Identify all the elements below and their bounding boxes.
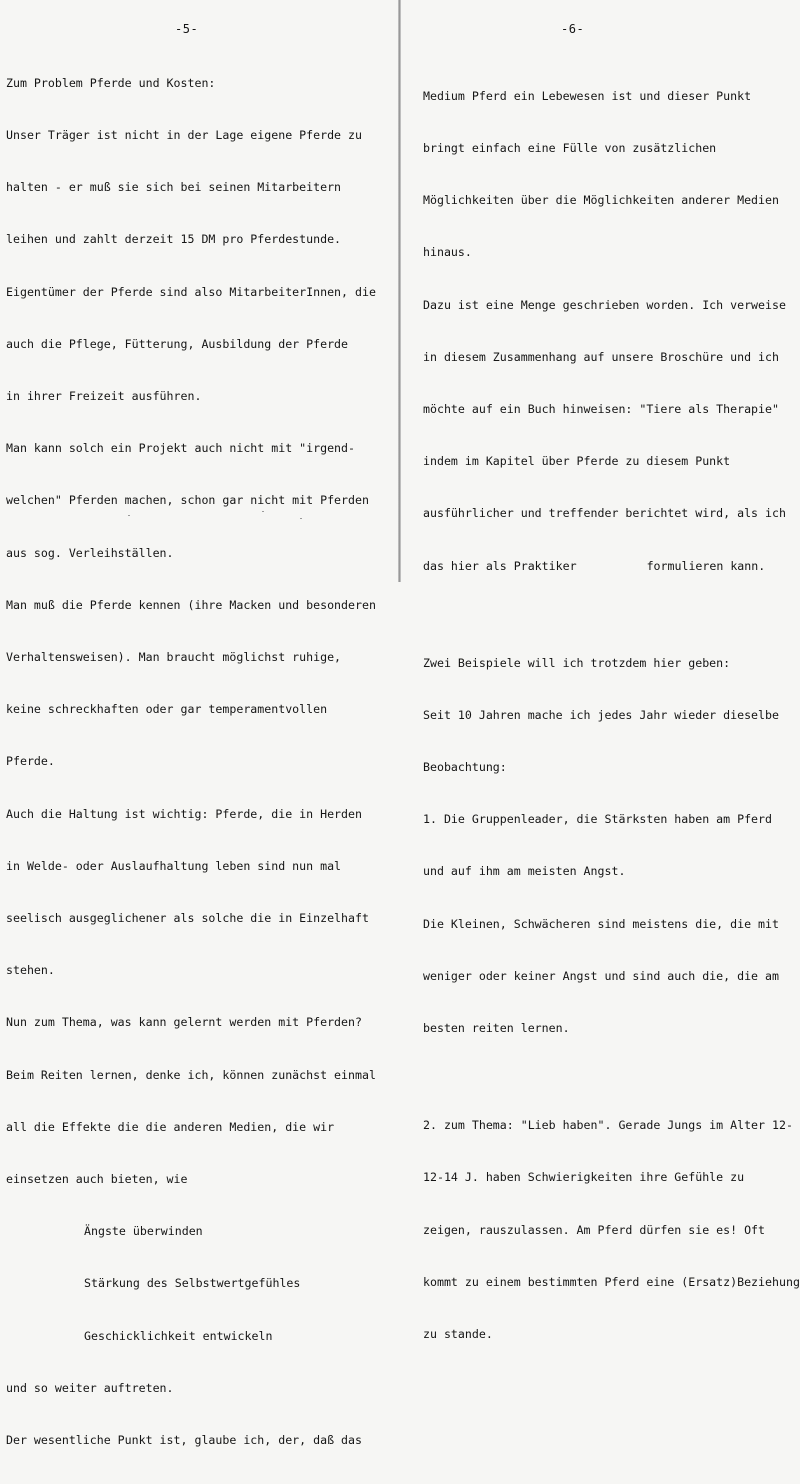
text-line: 1. Die Gruppenleader, die Stärksten haben am Pferd — [423, 812, 773, 827]
scan-speck — [300, 518, 302, 519]
text-line: und so weiter auftreten. — [6, 1380, 174, 1395]
left-page — [0, 0, 398, 1448]
list-item: Stärkung des Selbstwertgefühles — [84, 1276, 301, 1291]
text-line: welchen" Pferden machen, schon gar nicht mit Pferden — [6, 493, 369, 508]
text-line: Beim Reiten lernen, denke ich, können zunächst einmal — [6, 1067, 376, 1082]
text-line: Seit 10 Jahren mache ich jedes Jahr wieder dieselbe — [423, 707, 779, 722]
text-line: Auch die Haltung ist wichtig: Pferde, die in Herden — [6, 806, 362, 821]
text-line: hinaus. — [423, 245, 472, 260]
text-line: leihen und zahlt derzeit 15 DM pro Pferdestunde. — [6, 232, 342, 247]
text-line: einsetzen auch bieten, wie — [6, 1172, 188, 1187]
text-line: möchte auf ein Buch hinweisen: "Tiere als Therapie" — [423, 402, 779, 417]
right-page-number: -6- — [561, 22, 585, 36]
text-line: keine schreckhaften oder gar temperamentvollen — [6, 702, 328, 717]
text-line: Man muß die Pferde kennen (ihre Macken und besonderen — [6, 597, 376, 612]
text-line: bringt einfach eine Fülle von zusätzlichen — [423, 141, 717, 156]
text-line: aus sog. Verleihställen. — [6, 545, 174, 560]
left-page-text — [6, 40, 376, 1484]
text-line-split — [423, 558, 800, 575]
text-line: Man kann solch ein Projekt auch nicht mit "irgend- — [6, 441, 356, 456]
text-line: Verhaltensweisen). Man braucht möglichst ruhige, — [6, 650, 342, 665]
text-line: Zwei Beispiele will ich trotzdem hier geben: — [423, 655, 731, 670]
text-line: weniger oder keiner Angst und sind auch die, die am — [423, 968, 779, 983]
text-fragment: das hier als Praktiker — [423, 558, 577, 573]
scan-speck — [128, 515, 130, 516]
text-line: kommt zu einem bestimmten Pferd eine (Ersatz)Beziehung — [423, 1274, 800, 1289]
text-line: besten reiten lernen. — [423, 1021, 570, 1036]
list-item: Geschicklichkeit entwickeln — [84, 1328, 273, 1343]
text-line: zu stande. — [423, 1326, 493, 1341]
text-line: Medium Pferd ein Lebewesen ist und dieser Punkt — [423, 88, 752, 103]
text-line: in diesem Zusammenhang auf unsere Broschüre und ich — [423, 349, 779, 364]
text-line: Nun zum Thema, was kann gelernt werden mit Pferden? — [6, 1015, 362, 1030]
text-line: ausführlicher und treffender berichtet wird, als ich — [423, 506, 786, 521]
text-line: Eigentümer der Pferde sind also MitarbeiterInnen, die — [6, 284, 376, 299]
text-line: Möglichkeiten über die Möglichkeiten anderer Medien — [423, 193, 779, 208]
text-line: in ihrer Freizeit ausführen. — [6, 389, 202, 404]
text-line: Pferde. — [6, 754, 55, 769]
paragraph-gap — [423, 610, 800, 620]
right-page-text — [423, 53, 800, 1378]
text-line: seelisch ausgeglichener als solche die in Einzelhaft — [6, 911, 369, 926]
text-line: Unser Träger ist nicht in der Lage eigene Pferde zu — [6, 128, 362, 143]
text-line: Zum Problem Pferde und Kosten: — [6, 75, 216, 90]
text-line: halten - er muß sie sich bei seinen Mitarbeitern — [6, 180, 342, 195]
left-page-number: -5- — [175, 22, 199, 36]
list-item: Ängste überwinden — [84, 1224, 203, 1239]
text-line: all die Effekte die die anderen Medien, die wir — [6, 1119, 335, 1134]
text-line: Beobachtung: — [423, 760, 507, 775]
text-line: Dazu ist eine Menge geschrieben worden. Ich verweise — [423, 297, 786, 312]
text-line: auch die Pflege, Fütterung, Ausbildung der Pferde — [6, 336, 349, 351]
text-line: Der wesentliche Punkt ist, glaube ich, der, daß das — [6, 1433, 362, 1448]
text-line: in Welde- oder Auslaufhaltung leben sind nun mal — [6, 858, 342, 873]
text-line: indem im Kapitel über Pferde zu diesem Punkt — [423, 454, 731, 469]
text-fragment: formulieren kann. — [646, 558, 766, 573]
text-line: und auf ihm am meisten Angst. — [423, 864, 626, 879]
text-line: 2. zum Thema: "Lieb haben". Gerade Jungs im Alter 12- — [423, 1118, 793, 1133]
text-line: Die Kleinen, Schwächeren sind meistens die, die mit — [423, 916, 779, 931]
text-line: zeigen, rauszulassen. Am Pferd dürfen sie es! Oft — [423, 1222, 766, 1237]
paragraph-gap — [423, 1072, 800, 1082]
text-line: stehen. — [6, 963, 55, 978]
scan-speck — [262, 511, 264, 512]
text-line: 12-14 J. haben Schwierigkeiten ihre Gefühle zu — [423, 1170, 745, 1185]
right-page — [401, 0, 800, 1341]
